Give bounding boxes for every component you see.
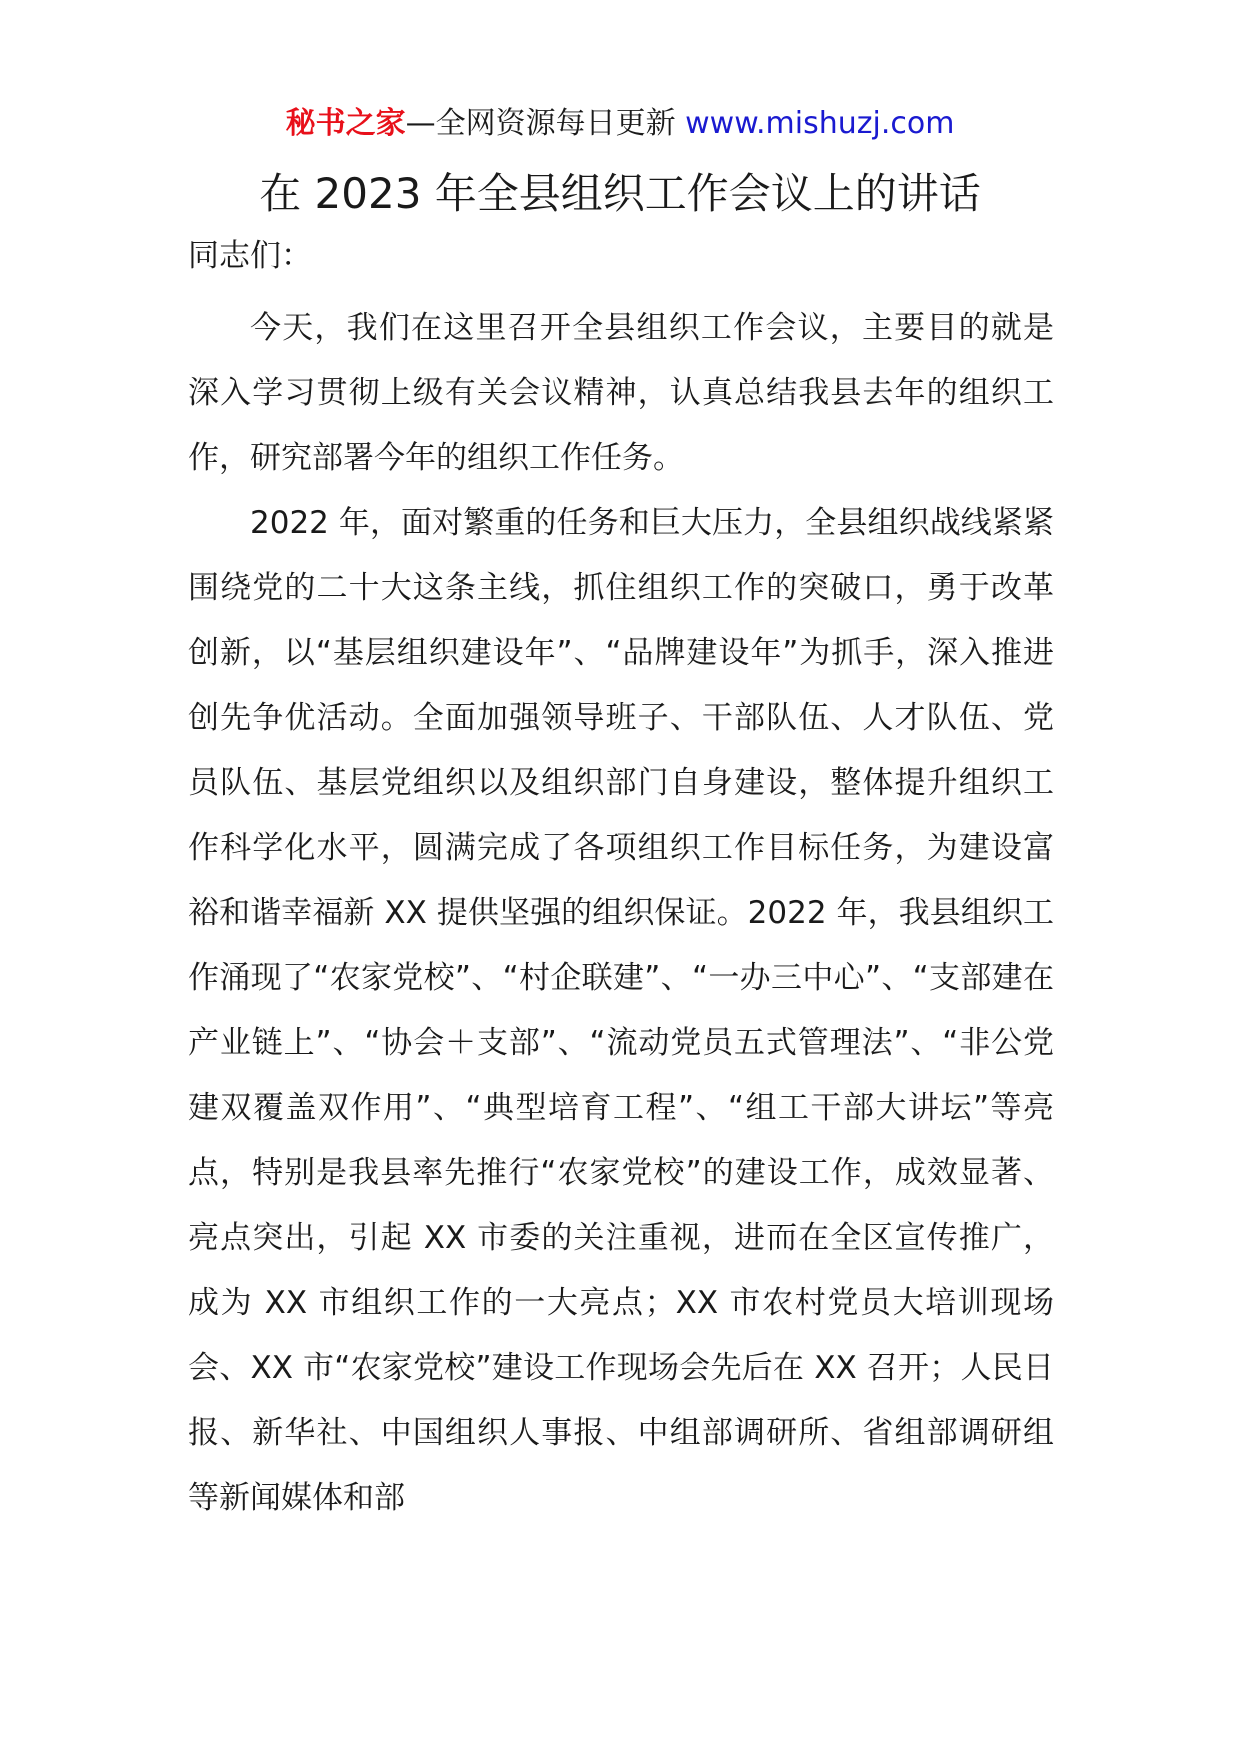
salutation: 同志们： (188, 238, 312, 274)
document-body (188, 296, 1054, 1531)
watermark-header (0, 104, 1240, 144)
document-title: 在 2023 年全县组织工作会议上的讲话 (259, 169, 981, 218)
paragraph-review-2022: 2022 年，面对繁重的任务和巨大压力，全县组织战线紧紧围绕党的二十大这条主线，抓住组织工作的突破口，勇于改革创新，以“基层组织建设年”、“品牌建设年”为抓手，深入推进创先争优活动。全面加强领导班子、干部队伍、人才队伍、党员队伍、基层党组织以及组织部门自身建设，整体提升组织工作科学化水平，圆满完成了各项组织工作目标任务，为建设富裕和谐幸福新 XX 提供坚强的组织保证。2022 年，我县组织工作涌现了“农家党校”、“村企联建”、“一办三中心”、“支部建在产业链上”、“协会＋支部”、“流动党员五式管理法”、“非公党建双覆盖双作用”、“典型培育工程”、“组工干部大讲坛”等亮点，特别是我县率先推行“农家党校”的建设工作，成效显著、亮点突出，引起 XX 市委的关注重视，进而在全区宣传推广，成为 XX 市组织工作的一大亮点；XX 市农村党员大培训现场会、XX 市“农家党校”建设工作现场会先后在 XX 召开；人民日报、新华社、中国组织人事报、中组部调研所、省组部调研组等新闻媒体和部 (188, 505, 1054, 1516)
header-tagline: —全网资源每日更新 (405, 106, 686, 141)
brand-name: 秘书之家 (285, 106, 406, 141)
paragraph-intro: 今天，我们在这里召开全县组织工作会议，主要目的就是深入学习贯彻上级有关会议精神，认真总结我县去年的组织工作，研究部署今年的组织工作任务。 (188, 310, 1054, 476)
site-url: www.mishuzj.com (685, 106, 955, 141)
